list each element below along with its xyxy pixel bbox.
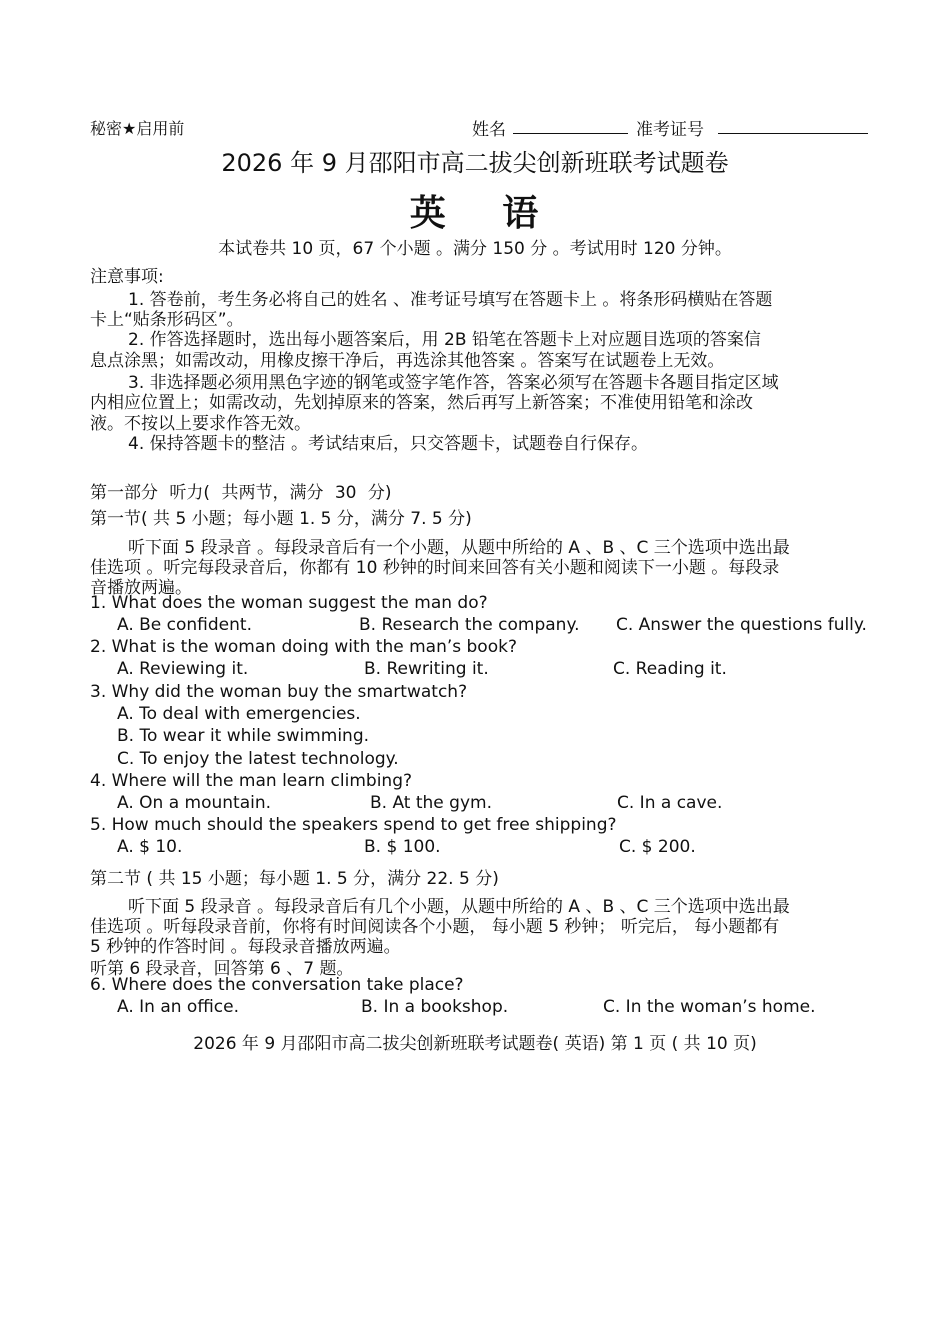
question-text: 1. What does the woman suggest the man do? <box>90 593 488 613</box>
option-c: C. $ 200. <box>619 837 696 857</box>
section1-instruction: 听下面 5 段录音 。每段录音后有一个小题，从题中所给的 A 、B 、C 三个选项中选出最 <box>128 538 790 558</box>
notes-heading: 注意事项: <box>90 267 164 287</box>
section1-heading: 第一节( 共 5 小题；每小题 1. 5 分，满分 7. 5 分) <box>90 509 472 529</box>
section2-prompt: 听第 6 段录音，回答第 6 、7 题。 <box>90 959 354 979</box>
option-c: C. To enjoy the latest technology. <box>117 749 399 769</box>
note-line: 液。不按以上要求作答无效。 <box>90 414 311 434</box>
question-text: 4. Where will the man learn climbing? <box>90 771 413 791</box>
option-a: A. To deal with emergencies. <box>117 704 361 724</box>
exam-info: 本试卷共 10 页，67 个小题 。满分 150 分 。考试用时 120 分钟。 <box>218 239 732 259</box>
note-line: 内相应位置上；如需改动，先划掉原来的答案，然后再写上新答案；不准使用铅笔和涂改 <box>90 393 753 413</box>
note-line: 3. 非选择题必须用黑色字迹的钢笔或签字笔作答，答案必须写在答题卡各题目指定区域 <box>128 373 779 393</box>
note-line: 2. 作答选择题时，选出每小题答案后，用 2B 铅笔在答题卡上对应题目选项的答案信 <box>128 330 761 350</box>
exam-number-label: 准考证号 <box>636 120 704 140</box>
subject-title: 英 语 <box>409 193 541 234</box>
section1-instruction: 音播放两遍。 <box>90 578 192 598</box>
section2-instruction: 5 秒钟的作答时间 。每段录音播放两遍。 <box>90 937 401 957</box>
confidential-label: 秘密★启用前 <box>90 119 185 138</box>
option-a: A. On a mountain. <box>117 793 272 813</box>
option-c: C. In a cave. <box>617 793 723 813</box>
note-line: 1. 答卷前，考生务必将自己的姓名 、准考证号填写在答题卡上 。将条形码横贴在答题 <box>128 290 773 310</box>
option-c: C. Answer the questions fully. <box>616 615 867 635</box>
name-blank <box>513 133 628 134</box>
section2-instruction: 听下面 5 段录音 。每段录音后有几个小题，从题中所给的 A 、B 、C 三个选项中选出最 <box>128 897 790 917</box>
section2-heading: 第二节 ( 共 15 小题；每小题 1. 5 分，满分 22. 5 分) <box>90 869 499 889</box>
option-b: B. At the gym. <box>370 793 492 813</box>
option-a: A. Be confident. <box>117 615 252 635</box>
name-label: 姓名 <box>472 120 506 140</box>
part1-heading: 第一部分 听力( 共两节，满分 30 分) <box>90 483 392 503</box>
section1-instruction: 佳选项 。听完每段录音后，你都有 10 秒钟的时间来回答有关小题和阅读下一小题 。每段录 <box>90 558 780 578</box>
option-a: A. $ 10. <box>117 837 183 857</box>
note-line: 卡上“贴条形码区”。 <box>90 310 244 330</box>
option-b: B. To wear it while swimming. <box>117 726 370 746</box>
option-a: A. In an office. <box>117 997 239 1017</box>
option-b: B. Research the company. <box>359 615 580 635</box>
option-b: B. $ 100. <box>364 837 441 857</box>
note-line: 4. 保持答题卡的整洁 。考试结束后，只交答题卡，试题卷自行保存。 <box>128 434 649 454</box>
option-c: C. In the woman’s home. <box>603 997 816 1017</box>
question-text: 6. Where does the conversation take place? <box>90 975 464 995</box>
note-line: 息点涂黑；如需改动，用橡皮擦干净后，再选涂其他答案 。答案写在试题卷上无效。 <box>90 351 725 371</box>
option-a: A. Reviewing it. <box>117 659 249 679</box>
option-b: B. Rewriting it. <box>364 659 489 679</box>
exam-title: 2026 年 9 月邵阳市高二拔尖创新班联考试题卷 <box>221 149 729 177</box>
option-c: C. Reading it. <box>613 659 727 679</box>
question-text: 5. How much should the speakers spend to get free shipping? <box>90 815 617 835</box>
section2-instruction: 佳选项 。听每段录音前，你将有时间阅读各个小题， 每小题 5 秒钟； 听完后， 每小题都有 <box>90 917 780 937</box>
page-footer: 2026 年 9 月邵阳市高二拔尖创新班联考试题卷( 英语) 第 1 页 ( 共 10 页) <box>193 1034 757 1054</box>
question-text: 2. What is the woman doing with the man’s book? <box>90 637 517 657</box>
option-b: B. In a bookshop. <box>361 997 509 1017</box>
exam-number-blank <box>718 133 868 134</box>
question-text: 3. Why did the woman buy the smartwatch? <box>90 682 468 702</box>
